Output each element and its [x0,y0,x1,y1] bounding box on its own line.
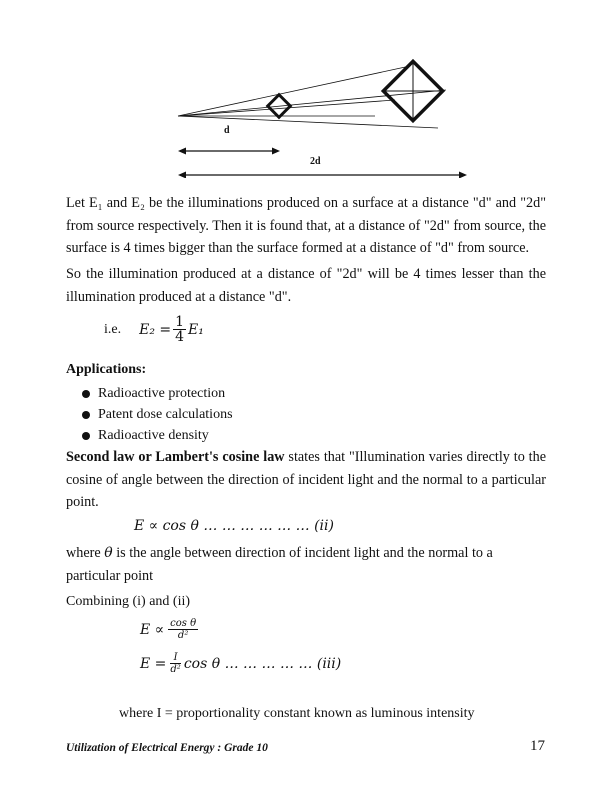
eq1-num: 1 [175,314,185,330]
eq3-den: d² [177,630,189,641]
eq3-lhs: E ∝ [140,621,165,638]
label-2d: 2d [310,156,321,167]
eq4-fraction [170,652,180,675]
paragraph-2: So the illumination produced at a distance of "2d" will be 4 times lesser than the illumination produced at a distance "d". [66,266,546,305]
eq4-den: d² [170,664,181,675]
bullet-icon [82,411,90,419]
eq1-den: 4 [175,329,185,345]
list-item: Patent dose calculations [66,404,466,425]
eq3-num: cos θ [170,618,197,629]
light-rays [178,66,446,128]
eq1-fraction [173,315,186,344]
list-item: Radioactive density [66,425,466,446]
eq3-fraction [168,618,198,641]
applications-list [66,383,466,446]
second-law-text: states that "Illumination varies directly to the cosine of angle between the direction of incident light and the normal to a particular point. [66,449,546,510]
luminous-intensity-definition: where I = proportionality constant known as luminous intensity [119,706,475,721]
eq1-rhs: E₁ [188,321,204,338]
second-law-title: Second law or Lambert's cosine law [66,449,285,465]
equation-proportional [140,618,198,641]
distance-2d-arrow [178,172,467,179]
label-d: d [224,125,230,136]
bullet-icon [82,432,90,440]
page-number: 17 [530,738,545,754]
list-item: Radioactive protection [66,383,466,404]
bullet-icon [82,390,90,398]
ie-label: i.e. [104,321,122,337]
combining-line: Combining (i) and (ii) [66,594,191,609]
distance-d-arrow [178,148,280,155]
equation-inverse-square [104,315,204,344]
eq4-rhs: cos θ … … … … … (iii) [183,655,342,672]
paragraph-1: Let E₁ and E₂ be the illuminations produced on a surface at a distance "d" and "2d" from source respectively. Then it is found that, at a distance of "2d" from source, the surface is 4 times bigger than the surface formed at a distance of "d" from source. [66,195,546,256]
theta-symbol: θ [104,545,113,561]
second-law-paragraph [66,446,546,514]
where-theta-paragraph: where θ is the angle between direction of incident light and the normal to a particular point [66,545,493,584]
applications-heading: Applications: [66,362,147,377]
equation-intensity [140,652,341,675]
eq4-lhs: E = [140,655,167,672]
eq1-lhs: E₂ = [139,321,172,338]
equation-cosine: E ∝ cos θ … … … … … … (ii) [134,518,334,534]
footer-title: Utilization of Electrical Energy : Grade 10 [66,742,268,754]
eq4-num: I [170,652,180,664]
